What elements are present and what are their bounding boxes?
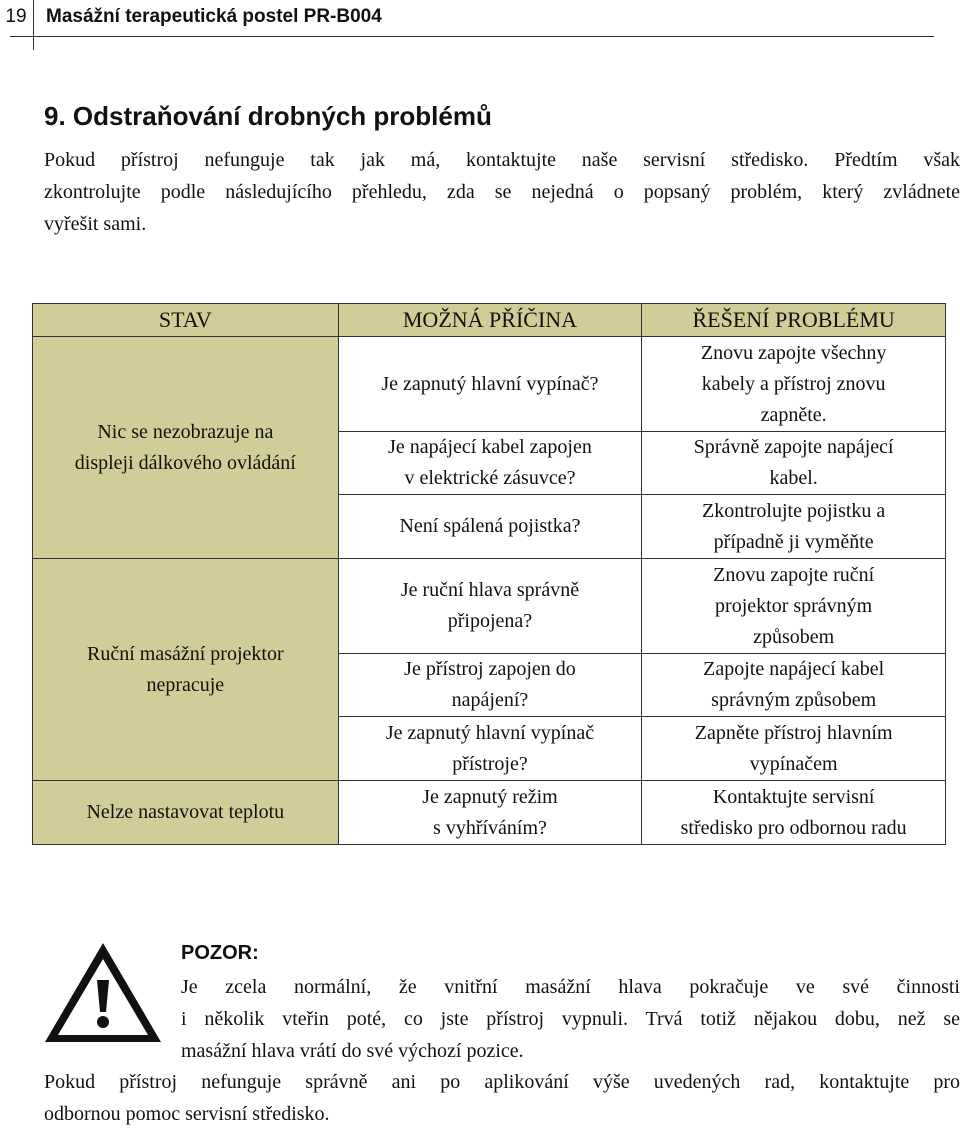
- status-cell: [33, 781, 339, 845]
- solution-text: Kontaktujte servisní středisko pro odbornou radu: [680, 785, 907, 839]
- warning-line: Je zcela normální, že vnitřní masážní hlava pokračuje ve své činnosti: [181, 976, 960, 998]
- table-row: [33, 781, 946, 845]
- intro-paragraph: [44, 144, 960, 240]
- cause-text: Je zapnutý hlavní vypínač?: [381, 372, 599, 395]
- cause-cell: [338, 559, 642, 654]
- document-title: Masážní terapeutická postel PR-B004: [46, 6, 382, 27]
- solution-text: Zapněte přístroj hlavním vypínačem: [694, 721, 893, 775]
- table-row: [33, 559, 946, 654]
- cause-text: Je ruční hlava správně připojena?: [400, 579, 580, 632]
- status-text: Nelze nastavovat teplotu: [86, 801, 285, 823]
- solution-cell: [642, 654, 946, 717]
- closing-paragraph: [44, 1066, 960, 1130]
- status-text: Ruční masážní projektor nepracuje: [87, 642, 284, 696]
- solution-cell: [642, 432, 946, 495]
- solution-cell: [642, 337, 946, 432]
- closing-line: Pokud přístroj nefunguje správně ani po aplikování výše uvedených rad, kontaktujte pro: [44, 1071, 960, 1093]
- cause-cell: [338, 495, 642, 559]
- header-divider-horizontal: [10, 36, 934, 37]
- warning-title: POZOR:: [181, 942, 259, 964]
- cause-cell: [338, 781, 642, 845]
- intro-line: Pokud přístroj nefunguje tak jak má, kontaktujte naše servisní středisko. Předtím však: [44, 149, 960, 171]
- cause-cell: [338, 717, 642, 781]
- cause-cell: [338, 337, 642, 432]
- troubleshooting-table: [32, 303, 946, 845]
- page-number: 19: [5, 6, 27, 27]
- cause-text: Je přístroj zapojen do napájení?: [404, 658, 576, 711]
- solution-cell: [642, 781, 946, 845]
- table-header-row: [33, 304, 946, 337]
- cause-cell: [338, 432, 642, 495]
- status-cell: [33, 337, 339, 559]
- column-header-cause: MOŽNÁ PŘÍČINA: [338, 304, 642, 337]
- header-divider-vertical: [33, 0, 34, 50]
- cause-text: Není spálená pojistka?: [399, 515, 581, 537]
- solution-cell: [642, 495, 946, 559]
- solution-text: Správně zapojte napájecí kabel.: [693, 436, 894, 489]
- solution-text: Znovu zapojte ruční projektor správným způsobem: [713, 563, 875, 648]
- solution-text: Zkontrolujte pojistku a případně ji vyměňte: [701, 499, 886, 553]
- intro-line: zkontrolujte podle následujícího přehledu, zda se nejedná o popsaný problém, který zvládnete: [44, 181, 960, 203]
- intro-line: vyřešit sami.: [44, 213, 147, 235]
- status-cell: [33, 559, 339, 781]
- cause-text: Je napájecí kabel zapojen v elektrické zásuvce?: [388, 436, 592, 489]
- column-header-status: STAV: [33, 304, 339, 337]
- cause-cell: [338, 654, 642, 717]
- solution-text: Zapojte napájecí kabel správným způsobem: [703, 658, 885, 711]
- status-text: Nic se nezobrazuje na displeji dálkového ovládání: [74, 420, 296, 474]
- cause-text: Je zapnutý režim s vyhříváním?: [422, 785, 558, 839]
- warning-line: i několik vteřin poté, co jste přístroj vypnuli. Trvá totiž nějakou dobu, než se: [181, 1008, 960, 1030]
- table-row: [33, 337, 946, 432]
- solution-cell: [642, 717, 946, 781]
- warning-triangle-icon: [42, 940, 164, 1045]
- warning-paragraph: [181, 971, 960, 1067]
- cause-text: Je zapnutý hlavní vypínač přístroje?: [385, 721, 595, 775]
- solution-cell: [642, 559, 946, 654]
- closing-line: odbornou pomoc servisní středisko.: [44, 1103, 330, 1125]
- column-header-solution: ŘEŠENÍ PROBLÉMU: [642, 304, 946, 337]
- page-header: [0, 0, 960, 50]
- warning-line: masážní hlava vrátí do své výchozí pozice.: [181, 1040, 524, 1062]
- section-heading: 9. Odstraňování drobných problémů: [44, 101, 492, 131]
- solution-text: Znovu zapojte všechny kabely a přístroj znovu zapněte.: [700, 341, 887, 426]
